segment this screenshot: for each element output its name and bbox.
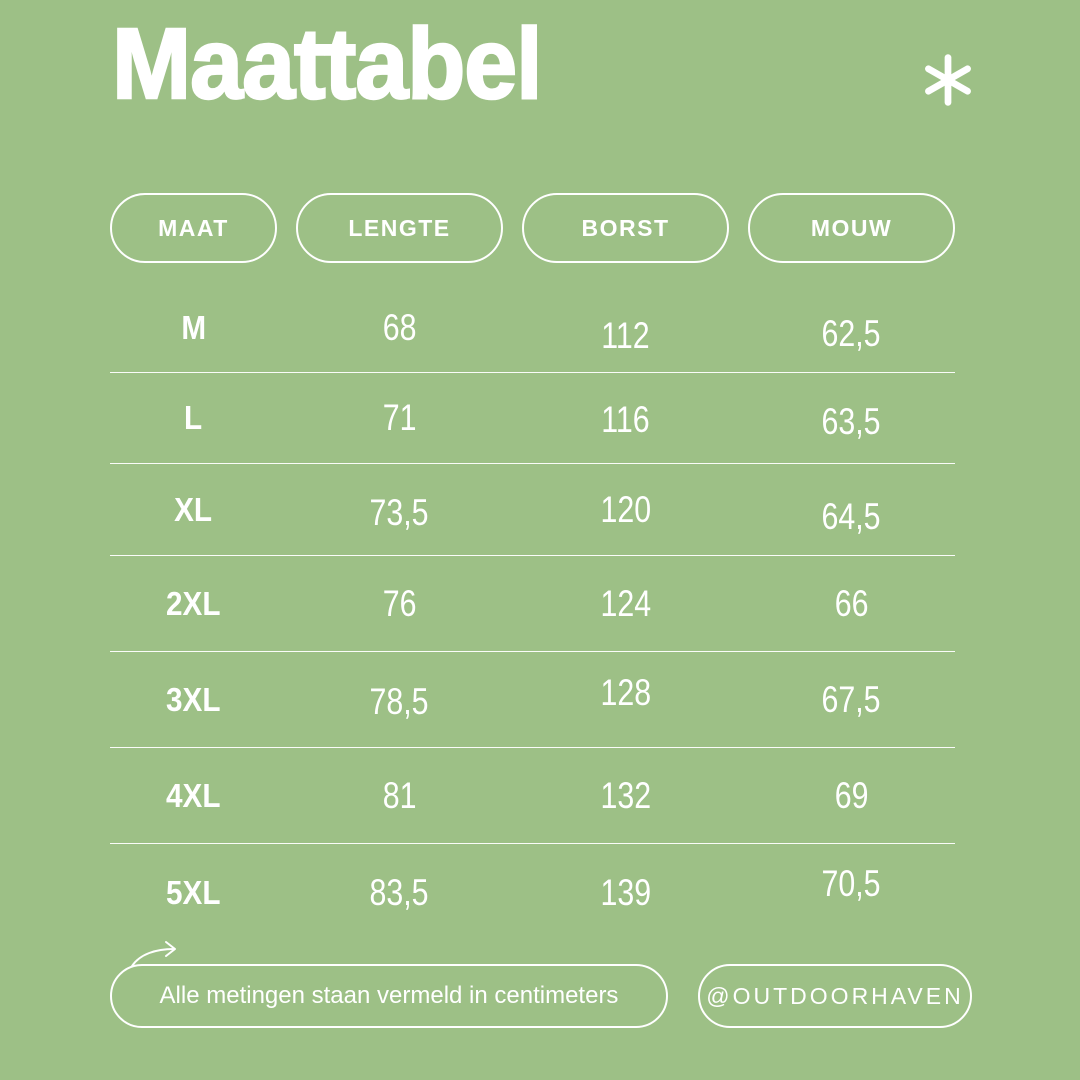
- cell-borst: 120: [600, 488, 651, 530]
- cell-maat: 2XL: [166, 584, 221, 622]
- asterisk-icon: [920, 50, 976, 110]
- cell-maat: 4XL: [166, 776, 221, 814]
- cell-mouw: 64,5: [821, 495, 882, 537]
- table-row: [110, 556, 955, 652]
- cell-borst: 139: [600, 871, 651, 913]
- cell-mouw: 70,5: [821, 862, 882, 904]
- cell-borst: 132: [600, 774, 651, 816]
- table-header-row: [110, 193, 955, 263]
- cell-borst: 116: [601, 399, 650, 440]
- cell-lengte: 73,5: [369, 491, 430, 533]
- table-row: [110, 284, 955, 373]
- cell-lengte: 76: [382, 582, 417, 624]
- cell-mouw: 69: [834, 774, 869, 816]
- cell-lengte: 71: [382, 397, 417, 438]
- table-row: [110, 373, 955, 464]
- cell-borst: 128: [600, 671, 651, 713]
- column-header-label: MAAT: [158, 214, 229, 241]
- cell-mouw: 67,5: [821, 678, 882, 720]
- column-header-label: MOUW: [810, 214, 893, 241]
- column-header-borst: [522, 193, 729, 263]
- social-handle-pill: [698, 964, 972, 1028]
- column-header-label: BORST: [581, 214, 670, 241]
- cell-lengte: 83,5: [369, 871, 430, 913]
- cell-lengte: 78,5: [369, 680, 430, 722]
- cell-maat: XL: [174, 490, 213, 528]
- cell-maat: L: [184, 399, 203, 436]
- cell-borst: 112: [601, 315, 650, 356]
- cell-mouw: 62,5: [821, 313, 882, 354]
- measurement-note-text: Alle metingen staan vermeld in centimeters: [159, 982, 619, 1009]
- size-table: [110, 284, 955, 941]
- cell-borst: 124: [600, 582, 651, 624]
- social-handle-text: @OUTDOORHAVEN: [706, 982, 964, 1009]
- cell-maat: M: [181, 309, 206, 346]
- table-row: [110, 844, 955, 941]
- table-row: [110, 748, 955, 844]
- column-header-maat: [110, 193, 277, 263]
- page-title: Maattabel: [112, 8, 542, 120]
- column-header-lengte: [296, 193, 503, 263]
- table-row: [110, 652, 955, 748]
- column-header-mouw: [748, 193, 955, 263]
- table-row: [110, 464, 955, 556]
- cell-maat: 3XL: [166, 680, 221, 718]
- cell-lengte: 81: [382, 774, 417, 816]
- cell-mouw: 66: [834, 582, 869, 624]
- column-header-label: LENGTE: [348, 214, 451, 241]
- cell-maat: 5XL: [166, 873, 221, 911]
- measurement-note-pill: [110, 964, 668, 1028]
- cell-lengte: 68: [382, 307, 417, 348]
- cell-mouw: 63,5: [821, 401, 882, 442]
